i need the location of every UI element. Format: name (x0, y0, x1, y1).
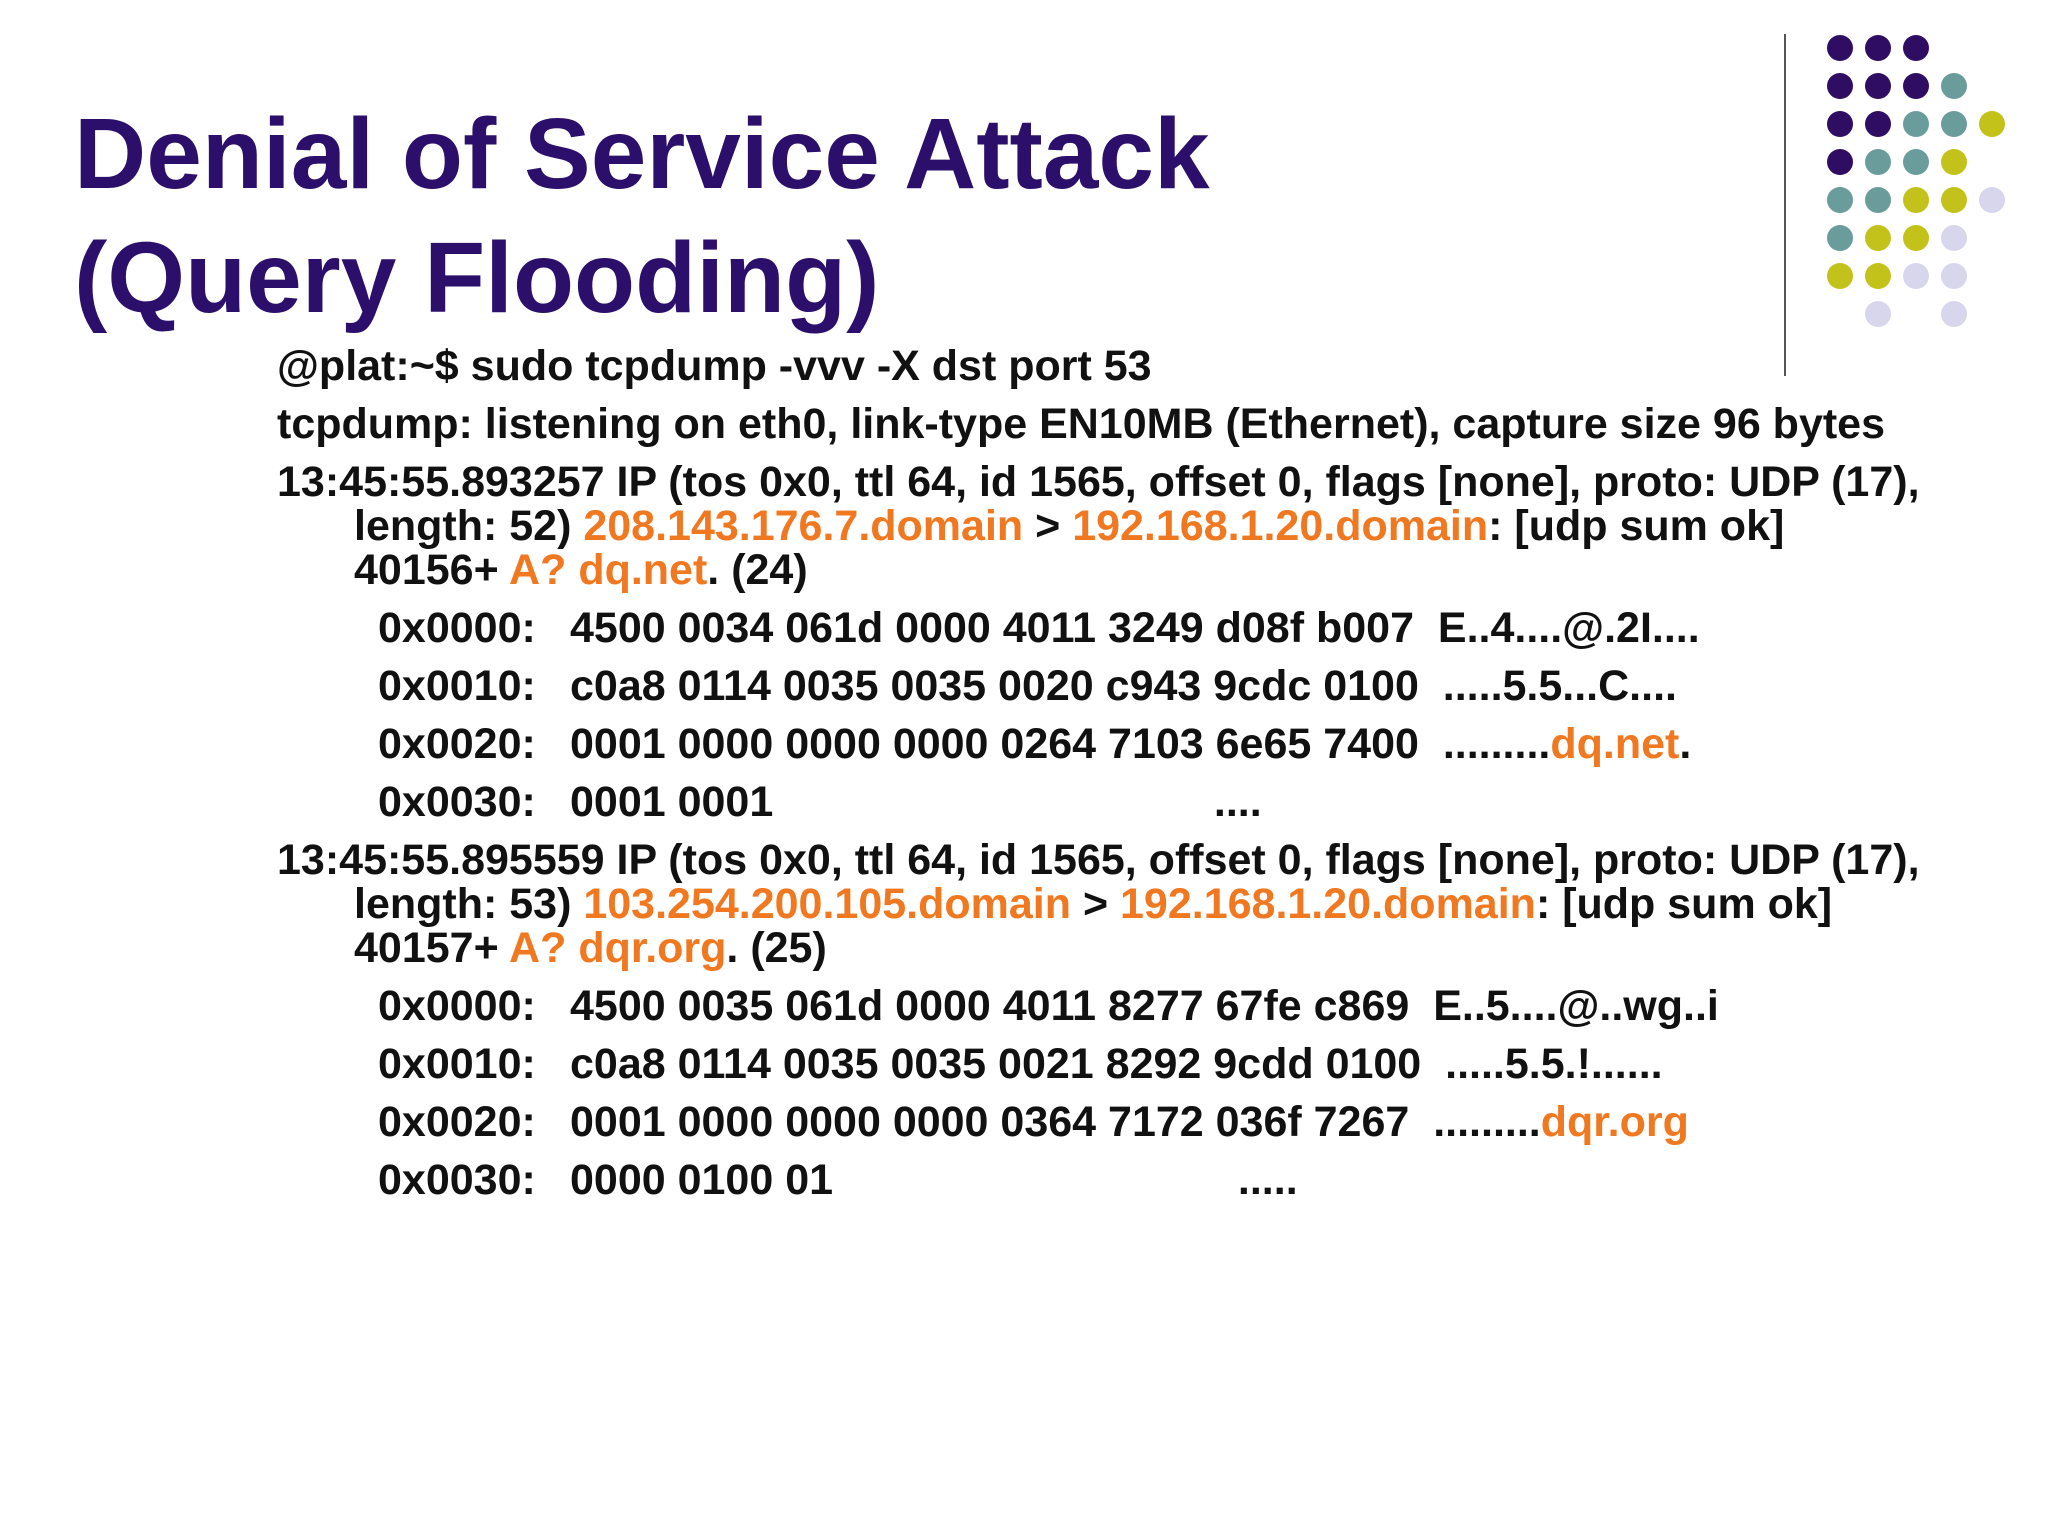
hex-bytes: 4500 0035 061d 0000 4011 8277 67fe c869 (570, 982, 1410, 1030)
decorative-dot (1941, 149, 1967, 175)
decorative-dot (1941, 263, 1967, 289)
decorative-dot (1865, 225, 1891, 251)
decorative-dot (1865, 187, 1891, 213)
decorative-dot (1979, 187, 2005, 213)
decorative-dot (1941, 225, 1967, 251)
hex-addr: 0x0010: (378, 662, 536, 710)
packet-2-hex-row (277, 1100, 1927, 1144)
packet-1-query: A? dq.net (509, 546, 708, 594)
tcpdump-output (277, 344, 1927, 1216)
decorative-dot (1827, 263, 1853, 289)
hex-bytes: 0001 0001 (570, 778, 774, 826)
decorative-dot (1903, 225, 1929, 251)
packet-1-header (277, 460, 1927, 592)
hex-addr: 0x0020: (378, 1098, 536, 1146)
packet-2-query: A? dqr.org (509, 924, 727, 972)
packet-1-header-mid: : [udp sum ok] 40156+ (354, 502, 1785, 594)
hex-ascii-highlight: dq.net (1550, 720, 1680, 768)
packet-2-hex-row (277, 1158, 1927, 1202)
hex-ascii-tail: . (1679, 720, 1692, 768)
decorative-dot (1865, 263, 1891, 289)
hex-ascii: E..4....@.2I.... (1437, 604, 1700, 652)
decorative-dot (1827, 187, 1853, 213)
hex-bytes: 0001 0000 0000 0000 0364 7172 036f 7267 (570, 1098, 1410, 1146)
hex-ascii: E..5....@..wg..i (1433, 982, 1719, 1030)
hex-addr: 0x0000: (378, 982, 536, 1030)
decorative-dot (1979, 111, 2005, 137)
decorative-dot (1903, 35, 1929, 61)
decorative-dot (1941, 301, 1967, 327)
packet-1-header-text: 13:45:55.893257 IP (tos 0x0, ttl 64, id 1565, offset 0, flags [none], proto: UDP (17), length: 52) (277, 458, 1920, 550)
decorative-dot (1827, 149, 1853, 175)
packet-2-header-mid: : [udp sum ok] 40157+ (354, 880, 1833, 972)
hex-ascii: ......... (1433, 1098, 1541, 1146)
decorative-dot (1941, 187, 1967, 213)
decorative-dot (1865, 73, 1891, 99)
decorative-dot (1865, 35, 1891, 61)
packet-1-src: 208.143.176.7.domain (583, 502, 1024, 550)
packet-1-arrow: > (1023, 502, 1073, 550)
packet-2-hex-row (277, 984, 1927, 1028)
hex-bytes: c0a8 0114 0035 0035 0021 8292 9cdd 0100 (570, 1040, 1422, 1088)
slide-title-line-2: (Query Flooding) (74, 222, 880, 334)
hex-addr: 0x0030: (378, 778, 536, 826)
packet-1-hex-row (277, 664, 1927, 708)
hex-ascii: .....5.5.!...... (1445, 1040, 1663, 1088)
decorative-dot (1941, 111, 1967, 137)
listening-line: tcpdump: listening on eth0, link-type EN10MB (Ethernet), capture size 96 bytes (277, 400, 1886, 448)
hex-addr: 0x0030: (378, 1156, 536, 1204)
decorative-dot (1827, 225, 1853, 251)
packet-1-header-end: . (24) (707, 546, 808, 594)
packet-1-hex-row (277, 722, 1927, 766)
hex-bytes: 0001 0000 0000 0000 0264 7103 6e65 7400 (570, 720, 1419, 768)
decorative-dot (1865, 111, 1891, 137)
hex-bytes: c0a8 0114 0035 0035 0020 c943 9cdc 0100 (570, 662, 1419, 710)
decorative-divider (1784, 34, 1786, 376)
packet-2-header-end: . (25) (726, 924, 827, 972)
packet-2-header (277, 838, 1927, 970)
decorative-dot (1903, 111, 1929, 137)
hex-ascii: ......... (1442, 720, 1551, 768)
hex-addr: 0x0010: (378, 1040, 536, 1088)
packet-2-src: 103.254.200.105.domain (583, 880, 1071, 928)
packet-2-arrow: > (1071, 880, 1121, 928)
decorative-dot (1865, 301, 1891, 327)
decorative-dot (1903, 73, 1929, 99)
packet-2-header-text: 13:45:55.895559 IP (tos 0x0, ttl 64, id 1565, offset 0, flags [none], proto: UDP (17), length: 53) (277, 836, 1920, 928)
decorative-dot (1827, 111, 1853, 137)
decorative-dot (1903, 263, 1929, 289)
packet-1-hex-row (277, 780, 1927, 824)
hex-bytes: 4500 0034 061d 0000 4011 3249 d08f b007 (570, 604, 1414, 652)
hex-ascii: .... (1213, 778, 1262, 826)
packet-1-dst: 192.168.1.20.domain (1072, 502, 1489, 550)
hex-ascii: .....5.5...C.... (1442, 662, 1677, 710)
hex-addr: 0x0020: (378, 720, 536, 768)
decorative-dot (1903, 187, 1929, 213)
decorative-dot (1903, 149, 1929, 175)
decorative-dot (1827, 35, 1853, 61)
decorative-dot (1941, 73, 1967, 99)
hex-addr: 0x0000: (378, 604, 536, 652)
packet-2-dst: 192.168.1.20.domain (1120, 880, 1536, 928)
decorative-dot (1865, 149, 1891, 175)
packet-1-hex-row (277, 606, 1927, 650)
hex-bytes: 0000 0100 01 (570, 1156, 834, 1204)
decorative-dot (1827, 73, 1853, 99)
command-line: @plat:~$ sudo tcpdump -vvv -X dst port 53 (277, 342, 1152, 390)
slide-title (74, 92, 1210, 340)
packet-2-hex-row (277, 1042, 1927, 1086)
hex-ascii-highlight: dqr.org (1540, 1098, 1689, 1146)
slide-title-line-1: Denial of Service Attack (74, 98, 1210, 210)
hex-ascii: ..... (1237, 1156, 1298, 1204)
